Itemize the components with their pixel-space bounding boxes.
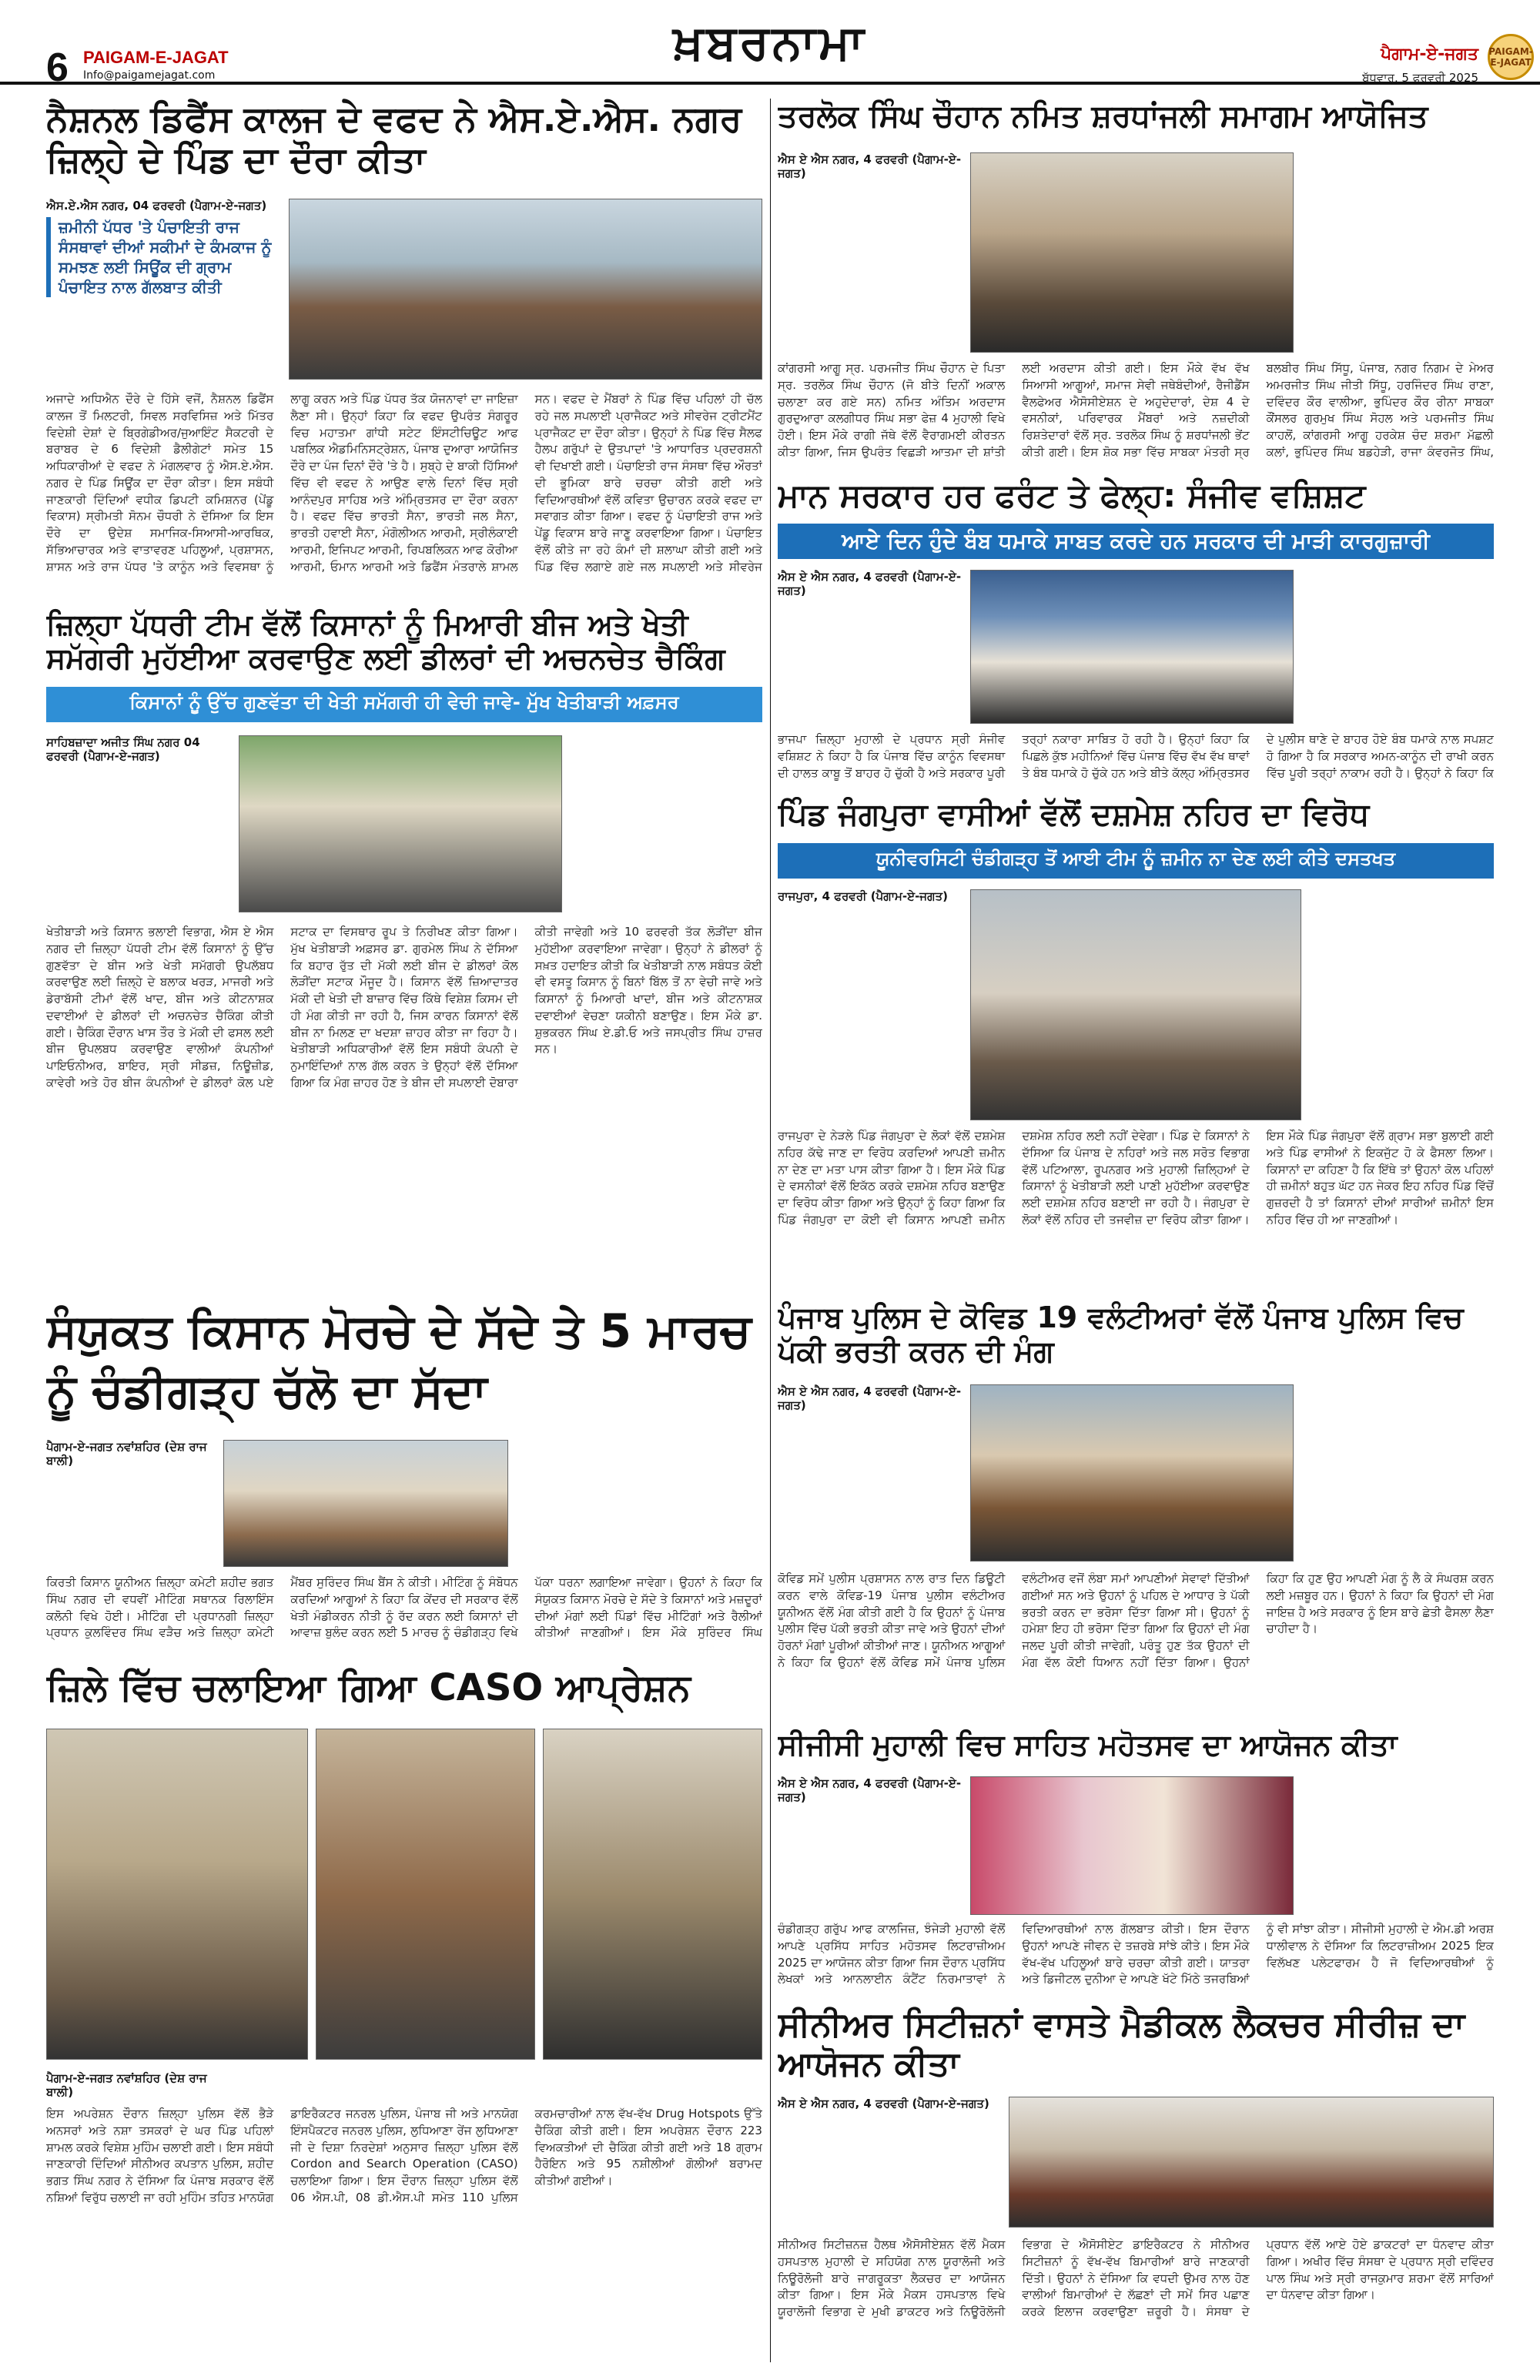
jangpura-kicker: ਯੂਨੀਵਰਸਿਟੀ ਚੰਡੀਗੜ੍ਹ ਤੋਂ ਆਈ ਟੀਮ ਨੂੰ ਜ਼ਮੀਨ ਨਾ ਦੇਣ ਲਈ ਕੀਤੇ ਦਸਤਖਤ [778,843,1494,879]
jangpura-body: ਰਾਜਪੁਰਾ ਦੇ ਨੇੜਲੇ ਪਿੰਡ ਜੰਗਪੁਰਾ ਦੇ ਲੋਕਾਂ ਵੱਲੋਂ ਦਸ਼ਮੇਸ਼ ਨਹਿਰ ਕੱਢੇ ਜਾਣ ਦਾ ਵਿਰੋਧ ਕਰਦਿਆਂ ਆਪਣੀ ਜ਼ਮੀਨ ਨਾ ਦੇਣ ਦਾ ਮਤਾ ਪਾਸ ਕੀਤਾ ਗਿਆ ਹੈ। ਇਸ ਮੌਕੇ ਪਿੰਡ ਦੇ ਵਸਨੀਕਾਂ ਵੱਲੋਂ ਇਕੱਠ ਕਰਕੇ ਦਸ਼ਮੇਸ਼ ਨਹਿਰ ਬਣਾਉਣ ਦਾ ਵਿਰੋਧ ਕੀਤਾ ਗਿਆ ਅਤੇ ਉਨ੍ਹਾਂ ਨੂੰ ਕਿਹਾ ਗਿਆ ਕਿ ਪਿੰਡ ਜੰਗਪੁਰਾ ਦਾ ਕੋਈ ਵੀ ਕਿਸਾਨ ਆਪਣੀ ਜ਼ਮੀਨ ਦਸ਼ਮੇਸ਼ ਨਹਿਰ ਲਈ ਨਹੀਂ ਦੇਵੇਗਾ। ਪਿੰਡ ਦੇ ਕਿਸਾਨਾਂ ਨੇ ਦੱਸਿਆ ਕਿ ਪੰਜਾਬ ਦੇ ਨਹਿਰਾਂ ਅਤੇ ਜਲ ਸਰੋਤ ਵਿਭਾਗ ਵੱਲੋਂ ਪਟਿਆਲਾ, ਰੂਪਨਗਰ ਅਤੇ ਮੁਹਾਲੀ ਜ਼ਿਲ੍ਹਿਆਂ ਦੇ ਕਿਸਾਨਾਂ ਨੂੰ ਖੇਤੀਬਾੜੀ ਲਈ ਪਾਣੀ ਮੁਹੱਈਆ ਕਰਵਾਉਣ ਲਈ ਦਸ਼ਮੇਸ਼ ਨਹਿਰ ਬਣਾਈ ਜਾ ਰਹੀ ਹੈ। ਜੰਗਪੁਰਾ ਦੇ ਲੋਕਾਂ ਵੱਲੋਂ ਨਹਿਰ ਦੀ ਤਜਵੀਜ਼ ਦਾ ਵਿਰੋਧ ਕੀਤਾ ਗਿਆ। ਇਸ ਮੌਕੇ ਪਿੰਡ ਜੰਗਪੁਰਾ ਵੱਲੋਂ ਗ੍ਰਾਮ ਸਭਾ ਬੁਲਾਈ ਗਈ ਅਤੇ ਪਿੰਡ ਵਾਸੀਆਂ ਨੇ ਇਕਜੁੱਟ ਹੋ ਕੇ ਫੈਸਲਾ ਲਿਆ। ਕਿਸਾਨਾਂ ਦਾ ਕਹਿਣਾ ਹੈ ਕਿ ਇੱਥੇ ਤਾਂ ਉਹਨਾਂ ਕੋਲ ਪਹਿਲਾਂ ਹੀ ਜ਼ਮੀਨਾਂ ਬਹੁਤ ਘੱਟ ਹਨ ਜੇਕਰ ਇਹ ਨਹਿਰ ਪਿੰਡ ਵਿੱਚੋਂ ਗੁਜ਼ਰਦੀ ਹੈ ਤਾਂ ਕਿਸਾਨਾਂ ਦੀਆਂ ਸਾਰੀਆਂ ਜ਼ਮੀਨਾਂ ਇਸ ਨਹਿਰ ਵਿੱਚ ਹੀ ਆ ਜਾਣਗੀਆਂ। [778,1129,1494,1227]
cgc-dateline: ਐਸ ਏ ਐਸ ਨਗਰ, 4 ਫਰਵਰੀ (ਪੈਗਾਮ-ਏ-ਜਗਤ) [778,1776,962,1804]
story-police [778,1301,1494,1717]
cgc-photo [970,1776,1294,1915]
nid-body: ਅਜਾਦੇ ਅਧਿਐਨ ਦੌਰੇ ਦੇ ਹਿੱਸੇ ਵਜੋਂ, ਨੈਸ਼ਨਲ ਡਿਫੈਂਸ ਕਾਲਜ ਤੋਂ ਮਿਲਟਰੀ, ਸਿਵਲ ਸਰਵਿਸਿਜ਼ ਅਤੇ ਮਿੱਤਰ ਵਿਦੇਸ਼ੀ ਦੇਸ਼ਾਂ ਦੇ ਬ੍ਰਿਗੇਡੀਅਰ/ਜੁਆਇੰਟ ਸੈਕਟਰੀ ਦੇ ਬਰਾਬਰ ਦੇ 6 ਵਿਦੇਸ਼ੀ ਡੈਲੀਗੇਟਾਂ ਸਮੇਤ 15 ਅਧਿਕਾਰੀਆਂ ਦੇ ਵਫਦ ਨੇ ਮੰਗਲਵਾਰ ਨੂੰ ਐਸ.ਏ.ਐਸ. ਨਗਰ ਦੇ ਪਿੰਡ ਸਿਊਂਕ ਦਾ ਦੌਰਾ ਕੀਤਾ। ਇਸ ਸਬੰਧੀ ਜਾਣਕਾਰੀ ਦਿੰਦਿਆਂ ਵਧੀਕ ਡਿਪਟੀ ਕਮਿਸ਼ਨਰ (ਪੇਂਡੂ ਵਿਕਾਸ) ਸ੍ਰੀਮਤੀ ਸੋਨਮ ਚੌਧਰੀ ਨੇ ਦੱਸਿਆ ਕਿ ਇਸ ਦੌਰੇ ਦਾ ਉਦੇਸ਼ ਸਮਾਜਿਕ-ਸਿਆਸੀ-ਆਰਥਿਕ, ਸੱਭਿਆਚਾਰਕ ਅਤੇ ਵਾਤਾਵਰਣ ਪਹਿਲੂਆਂ, ਪ੍ਰਸ਼ਾਸਨ, ਸ਼ਾਸਨ ਅਤੇ ਰਾਜ ਪੱਧਰ 'ਤੇ ਕਾਨੂੰਨ ਅਤੇ ਵਿਵਸਥਾ ਨੂੰ ਲਾਗੂ ਕਰਨ ਅਤੇ ਪਿੰਡ ਪੱਧਰ ਤੱਕ ਯੋਜਨਾਵਾਂ ਦਾ ਜਾਇਜ਼ਾ ਲੈਣਾ ਸੀ। ਉਨ੍ਹਾਂ ਕਿਹਾ ਕਿ ਵਫਦ ਉਪਰੰਤ ਸੰਗਰੂਰ ਵਿਚ ਮਹਾਤਮਾ ਗਾਂਧੀ ਸਟੇਟ ਇੰਸਟੀਚਿਊਟ ਆਫ ਪਬਲਿਕ ਐਡਮਿਨਿਸਟ੍ਰੇਸ਼ਨ, ਪੰਜਾਬ ਦੁਆਰਾ ਆਯੋਜਿਤ ਦੌਰੇ ਦਾ ਪੰਜ ਦਿਨਾਂ ਦੌਰੇ 'ਤੇ ਹੈ। ਸੁਬ੍ਹੇ ਦੇ ਬਾਕੀ ਹਿੱਸਿਆਂ ਵਿੱਚ ਵੀ ਵਫਦ ਨੇ ਆਉਣ ਵਾਲੇ ਦਿਨਾਂ ਵਿੱਚ ਸ੍ਰੀ ਆਨੰਦਪੁਰ ਸਾਹਿਬ ਅਤੇ ਅੰਮ੍ਰਿਤਸਰ ਦਾ ਦੌਰਾ ਕਰਨਾ ਹੈ। ਵਫਦ ਵਿੱਚ ਭਾਰਤੀ ਸੈਨਾ, ਭਾਰਤੀ ਜਲ ਸੈਨਾ, ਭਾਰਤੀ ਹਵਾਈ ਸੈਨਾ, ਮੰਗੋਲੀਅਨ ਆਰਮੀ, ਸ੍ਰੀਲੰਕਾਈ ਆਰਮੀ, ਇਜਿਪਟ ਆਰਮੀ, ਰਿਪਬਲਿਕਨ ਆਫ ਕੋਰੀਆ ਆਰਮੀ, ਓਮਾਨ ਆਰਮੀ ਅਤੇ ਡਿਫੈਂਸ ਮੰਤਰਾਲੇ ਸ਼ਾਮਲ ਸਨ। ਵਫਦ ਦੇ ਮੈਂਬਰਾਂ ਨੇ ਪਿੰਡ ਵਿੱਚ ਪਹਿਲਾਂ ਹੀ ਚੱਲ ਰਹੇ ਜਲ ਸਪਲਾਈ ਪ੍ਰਾਜੈਕਟ ਅਤੇ ਸੀਵਰੇਜ ਟ੍ਰੀਟਮੈਂਟ ਪ੍ਰਾਜੈਕਟ ਦਾ ਦੌਰਾ ਕੀਤਾ। ਉਨ੍ਹਾਂ ਨੇ ਪਿੰਡ ਵਿੱਚ ਸੈਲਫ ਹੈਲਪ ਗਰੁੱਪਾਂ ਦੇ ਉਤਪਾਦਾਂ 'ਤੇ ਆਧਾਰਿਤ ਪ੍ਰਦਰਸ਼ਨੀ ਵੀ ਦਿਖਾਈ ਗਈ। ਪੰਚਾਇਤੀ ਰਾਜ ਸੰਸਥਾ ਵਿੱਚ ਔਰਤਾਂ ਦੀ ਭੂਮਿਕਾ ਬਾਰੇ ਚਰਚਾ ਕੀਤੀ ਗਈ ਅਤੇ ਵਿਦਿਆਰਥੀਆਂ ਵੱਲੋਂ ਕਵਿਤਾ ਉਚਾਰਨ ਕਰਕੇ ਵਫਦ ਦਾ ਸਵਾਗਤ ਕੀਤਾ ਗਿਆ। ਵਫਦ ਨੂੰ ਪੰਚਾਇਤੀ ਰਾਜ ਅਤੇ ਪੇਂਡੂ ਵਿਕਾਸ ਬਾਰੇ ਜਾਣੂ ਕਰਵਾਇਆ ਗਿਆ। ਪੰਚਾਇਤ ਵੱਲੋਂ ਕੀਤੇ ਜਾ ਰਹੇ ਕੰਮਾਂ ਦੀ ਸ਼ਲਾਘਾ ਕੀਤੀ ਗਈ ਅਤੇ ਪਿੰਡ ਵਿੱਚ ਲਗਾਏ ਗਏ ਜਲ ਸਪਲਾਈ ਅਤੇ ਸੀਵਰੇਜ [46,392,762,574]
brand-name: PAIGAM-E-JAGAT [83,48,229,67]
nid-dateline: ਐਸ.ਏ.ਐਸ ਨਗਰ, 04 ਫਰਵਰੀ (ਪੈਗਾਮ-ਏ-ਜਗਤ) [46,199,267,213]
nid-headline: ਨੈਸ਼ਨਲ ਡਿਫੈਂਸ ਕਾਲਜ ਦੇ ਵਫਦ ਨੇ ਐਸ.ਏ.ਐਸ. ਨਗਰ ਜ਼ਿਲ੍ਹੇ ਦੇ ਪਿੰਡ ਦਾ ਦੌਰਾ ਕੀਤਾ [46,99,742,180]
jangpura-headline: ਪਿੰਡ ਜੰਗਪੁਰਾ ਵਾਸੀਆਂ ਵੱਲੋਂ ਦਸ਼ਮੇਸ਼ ਨਹਿਰ ਦਾ ਵਿਰੋਧ [778,797,1370,832]
logo-text: PAIGAM-E-JAGAT [1488,46,1533,68]
maan-photo [970,570,1294,724]
seeds-photo [239,735,562,912]
tarlok-body: ਕਾਂਗਰਸੀ ਆਗੂ ਸ੍ਰ. ਪਰਮਜੀਤ ਸਿੰਘ ਚੌਹਾਨ ਦੇ ਪਿਤਾ ਸ੍ਰ. ਤਰਲੋਕ ਸਿੰਘ ਚੌਹਾਨ (ਜੋ ਬੀਤੇ ਦਿਨੀਂ ਅਕਾਲ ਚਲਾਣਾ ਕਰ ਗਏ ਸਨ) ਨਮਿਤ ਅੰਤਿਮ ਅਰਦਾਸ ਗੁਰਦੁਆਰਾ ਕਲਗੀਧਰ ਸਿੰਘ ਸਭਾ ਫੇਜ਼ 4 ਮੁਹਾਲੀ ਵਿਖੇ ਹੋਈ। ਇਸ ਮੌਕੇ ਰਾਗੀ ਜੱਥੇ ਵੱਲੋਂ ਵੈਰਾਗਮਈ ਕੀਰਤਨ ਕੀਤਾ ਗਿਆ, ਜਿਸ ਉਪਰੰਤ ਵਿਛੜੀ ਆਤਮਾ ਦੀ ਸ਼ਾਂਤੀ ਲਈ ਅਰਦਾਸ ਕੀਤੀ ਗਈ। ਇਸ ਮੌਕੇ ਵੱਖ ਵੱਖ ਸਿਆਸੀ ਆਗੂਆਂ, ਸਮਾਜ ਸੇਵੀ ਜਥੇਬੰਦੀਆਂ, ਰੈਜੀਡੈਂਸ ਵੈਲਫੇਅਰ ਐਸੋਸੀਏਸ਼ਨ ਦੇ ਅਹੁਦੇਦਾਰਾਂ, ਦੇਸ਼ 4 ਦੇ ਵਸਨੀਕਾਂ, ਪਰਿਵਾਰਕ ਮੈਂਬਰਾਂ ਅਤੇ ਨਜ਼ਦੀਕੀ ਰਿਸ਼ਤੇਦਾਰਾਂ ਵੱਲੋਂ ਸ੍ਰ. ਤਰਲੋਕ ਸਿੰਘ ਨੂੰ ਸ਼ਰਧਾਂਜਲੀ ਭੇਂਟ ਕੀਤੀ ਗਈ। ਇਸ ਸ਼ੋਕ ਸਭਾ ਵਿੱਚ ਸਾਬਕਾ ਮੰਤਰੀ ਸ੍ਰ ਬਲਬੀਰ ਸਿੰਘ ਸਿੱਧੂ, ਪੰਜਾਬ, ਨਗਰ ਨਿਗਮ ਦੇ ਮੇਅਰ ਅਮਰਜੀਤ ਸਿੰਘ ਜੀਤੀ ਸਿੱਧੂ, ਹਰਜਿੰਦਰ ਸਿੰਘ ਰਾਣਾ, ਦਵਿੰਦਰ ਕੌਰ ਵਾਲੀਆ, ਭੁਪਿੰਦਰ ਕੌਰ ਰੀਨਾ ਸਾਬਕਾ ਕੌਂਸਲਰ ਗੁਰਮੁਖ ਸਿੰਘ ਸੋਹਲ ਅਤੇ ਪਰਮਜੀਤ ਸਿੰਘ ਕਾਹਲੋਂ, ਕਾਂਗਰਸੀ ਆਗੂ ਹਰਕੇਸ਼ ਚੰਦ ਸ਼ਰਮਾ ਮੱਛਲੀ ਕਲਾਂ, ਭੁਪਿੰਦਰ ਸਿੰਘ ਬਡਹੇੜੀ, ਰਾਜਾ ਕੰਵਰਜੋਤ ਸਿੰਘ, [778,361,1494,459]
caso-dateline: ਪੈਗਾਮ-ਏ-ਜਗਤ ਨਵਾਂਸ਼ਹਿਰ (ਦੇਸ਼ ਰਾਜ ਬਾਲੀ) [46,2071,207,2099]
senior-dateline: ਐਸ ਏ ਐਸ ਨਗਰ, 4 ਫਰਵਰੀ (ਪੈਗਾਮ-ਏ-ਜਗਤ) [778,2097,989,2111]
logo-icon [1488,34,1534,80]
morcha-headline: ਸੰਯੁਕਤ ਕਿਸਾਨ ਮੋਰਚੇ ਦੇ ਸੱਦੇ ਤੇ 5 ਮਾਰਚ ਨੂੰ ਚੰਡੀਗੜ੍ਹ ਚੱਲੋ ਦਾ ਸੱਦਾ [46,1304,752,1418]
morcha-dateline: ਪੈਗਾਮ-ਏ-ਜਗਤ ਨਵਾਂਸ਼ਹਿਰ (ਦੇਸ਼ ਰਾਜ ਬਾਲੀ) [46,1440,207,1468]
senior-headline: ਸੀਨੀਅਰ ਸਿਟੀਜ਼ਨਾਂ ਵਾਸਤੇ ਮੈਡੀਕਲ ਲੈਕਚਰ ਸੀਰੀਜ਼ ਦਾ ਆਯੋਜਨ ਕੀਤਾ [778,2006,1465,2084]
tarlok-dateline: ਐਸ ਏ ਐਸ ਨਗਰ, 4 ਫਰਵਰੀ (ਪੈਗਾਮ-ਏ-ਜਗਤ) [778,152,962,180]
cgc-headline: ਸੀਜੀਸੀ ਮੁਹਾਲੀ ਵਿਚ ਸਾਹਿਤ ਮਹੋਤਸਵ ਦਾ ਆਯੋਜਨ ਕੀਤਾ [778,1729,1398,1762]
senior-body: ਸੀਨੀਅਰ ਸਿਟੀਜ਼ਨਜ਼ ਹੈਲਥ ਐਸੋਸੀਏਸ਼ਨ ਵੱਲੋਂ ਮੈਕਸ ਹਸਪਤਾਲ ਮੁਹਾਲੀ ਦੇ ਸਹਿਯੋਗ ਨਾਲ ਯੂਰਾਲੋਜੀ ਅਤੇ ਨਿਊਰੋਲੋਜੀ ਬਾਰੇ ਜਾਗਰੂਕਤਾ ਲੈਕਚਰ ਦਾ ਆਯੋਜਨ ਕੀਤਾ ਗਿਆ। ਇਸ ਮੌਕੇ ਮੈਕਸ ਹਸਪਤਾਲ ਵਿਖੇ ਯੂਰਾਲੋਜੀ ਵਿਭਾਗ ਦੇ ਮੁਖੀ ਡਾਕਟਰ ਅਤੇ ਨਿਊਰੋਲੋਜੀ ਵਿਭਾਗ ਦੇ ਐਸੋਸੀਏਟ ਡਾਇਰੈਕਟਰ ਨੇ ਸੀਨੀਅਰ ਸਿਟੀਜ਼ਨਾਂ ਨੂੰ ਵੱਖ-ਵੱਖ ਬਿਮਾਰੀਆਂ ਬਾਰੇ ਜਾਣਕਾਰੀ ਦਿੱਤੀ। ਉਹਨਾਂ ਨੇ ਦੱਸਿਆ ਕਿ ਵਧਦੀ ਉਮਰ ਨਾਲ ਹੋਣ ਵਾਲੀਆਂ ਬਿਮਾਰੀਆਂ ਦੇ ਲੱਛਣਾਂ ਦੀ ਸਮੇਂ ਸਿਰ ਪਛਾਣ ਕਰਕੇ ਇਲਾਜ ਕਰਵਾਉਣਾ ਜ਼ਰੂਰੀ ਹੈ। ਸੰਸਥਾ ਦੇ ਪ੍ਰਧਾਨ ਵੱਲੋਂ ਆਏ ਹੋਏ ਡਾਕਟਰਾਂ ਦਾ ਧੰਨਵਾਦ ਕੀਤਾ ਗਿਆ। ਅਖੀਰ ਵਿੱਚ ਸੰਸਥਾ ਦੇ ਪ੍ਰਧਾਨ ਸ੍ਰੀ ਦਵਿੰਦਰ ਪਾਲ ਸਿੰਘ ਅਤੇ ਸ੍ਰੀ ਰਾਜਕੁਮਾਰ ਸ਼ਰਮਾ ਵੱਲੋਂ ਸਾਰਿਆਂ ਦਾ ਧੰਨਵਾਦ ਕੀਤਾ ਗਿਆ। [778,2238,1494,2318]
police-photo [970,1384,1294,1562]
column-divider [770,99,771,2362]
story-caso [46,1667,762,2337]
caso-headline: ਜ਼ਿਲੇ ਵਿੱਚ ਚਲਾਇਆ ਗਿਆ CASO ਆਪ੍ਰੇਸ਼ਨ [46,1667,691,1709]
maan-kicker: ਆਏ ਦਿਨ ਹੁੰਦੇ ਬੰਬ ਧਮਾਕੇ ਸਾਬਤ ਕਰਦੇ ਹਨ ਸਰਕਾਰ ਦੀ ਮਾੜੀ ਕਾਰਗੁਜ਼ਾਰੀ [778,524,1494,559]
police-dateline: ਐਸ ਏ ਐਸ ਨਗਰ, 4 ਫਰਵਰੀ (ਪੈਗਾਮ-ਏ-ਜਗਤ) [778,1384,962,1412]
tarlok-headline: ਤਰਲੋਕ ਸਿੰਘ ਚੌਹਾਨ ਨਮਿਤ ਸ਼ਰਧਾਂਜਲੀ ਸਮਾਗਮ ਆਯੋਜਿਤ [778,99,1428,134]
caso-photo-1 [46,1729,308,2060]
senior-photo [1009,2097,1494,2228]
story-seeds [46,608,762,1286]
brand-right: ਪੈਗਾਮ-ਏ-ਜਗਤ [1381,45,1478,64]
police-body: ਕੋਵਿਡ ਸਮੇਂ ਪੁਲੀਸ ਪ੍ਰਸ਼ਾਸਨ ਨਾਲ ਰਾਤ ਦਿਨ ਡਿਊਟੀ ਕਰਨ ਵਾਲੇ ਕੋਵਿਡ-19 ਪੰਜਾਬ ਪੁਲੀਸ ਵਲੰਟੀਅਰ ਯੂਨੀਅਨ ਵੱਲੋਂ ਮੰਗ ਕੀਤੀ ਗਈ ਹੈ ਕਿ ਉਹਨਾਂ ਨੂੰ ਪੰਜਾਬ ਪੁਲੀਸ ਵਿੱਚ ਪੱਕੀ ਭਰਤੀ ਕੀਤਾ ਜਾਵੇ ਅਤੇ ਉਹਨਾਂ ਦੀਆਂ ਹੋਰਨਾਂ ਮੰਗਾਂ ਪੂਰੀਆਂ ਕੀਤੀਆਂ ਜਾਣ। ਯੂਨੀਅਨ ਆਗੂਆਂ ਨੇ ਕਿਹਾ ਕਿ ਉਹਨਾਂ ਵੱਲੋਂ ਕੋਵਿਡ ਸਮੇਂ ਪੰਜਾਬ ਪੁਲਿਸ ਵਲੰਟੀਅਰ ਵਜੋਂ ਲੰਬਾ ਸਮਾਂ ਆਪਣੀਆਂ ਸੇਵਾਵਾਂ ਦਿੱਤੀਆਂ ਗਈਆਂ ਸਨ ਅਤੇ ਉਹਨਾਂ ਨੂੰ ਪਹਿਲ ਦੇ ਆਧਾਰ ਤੇ ਪੱਕੀ ਭਰਤੀ ਕਰਨ ਦਾ ਭਰੋਸਾ ਦਿੱਤਾ ਗਿਆ ਸੀ। ਉਹਨਾਂ ਨੂੰ ਹਮੇਸ਼ਾ ਇਹ ਹੀ ਭਰੋਸਾ ਦਿੱਤਾ ਗਿਆ ਕਿ ਉਹਨਾਂ ਦੀ ਮੰਗ ਜਲਦ ਪੂਰੀ ਕੀਤੀ ਜਾਵੇਗੀ, ਪਰੰਤੂ ਹੁਣ ਤੱਕ ਉਹਨਾਂ ਦੀ ਮੰਗ ਵੱਲ ਕੋਈ ਧਿਆਨ ਨਹੀਂ ਦਿੱਤਾ ਗਿਆ। ਉਹਨਾਂ ਕਿਹਾ ਕਿ ਹੁਣ ਉਹ ਆਪਣੀ ਮੰਗ ਨੂੰ ਲੈ ਕੇ ਸੰਘਰਸ਼ ਕਰਨ ਲਈ ਮਜ਼ਬੂਰ ਹਨ। ਉਹਨਾਂ ਨੇ ਕਿਹਾ ਕਿ ਉਹਨਾਂ ਦੀ ਮੰਗ ਜਾਇਜ਼ ਹੈ ਅਤੇ ਸਰਕਾਰ ਨੂੰ ਇਸ ਬਾਰੇ ਛੇਤੀ ਫੈਸਲਾ ਲੈਣਾ ਚਾਹੀਦਾ ਹੈ। [778,1572,1494,1669]
story-jangpura [778,797,1494,1290]
seeds-kicker: ਕਿਸਾਨਾਂ ਨੂੰ ਉੱਚ ਗੁਣਵੱਤਾ ਦੀ ਖੇਤੀ ਸਮੱਗਰੀ ਹੀ ਵੇਚੀ ਜਾਵੇ- ਮੁੱਖ ਖੇਤੀਬਾੜੀ ਅਫ਼ਸਰ [46,687,762,722]
tarlok-photo [970,152,1294,353]
nid-pullquote: ਜ਼ਮੀਨੀ ਪੱਧਰ 'ਤੇ ਪੰਚਾਇਤੀ ਰਾਜ ਸੰਸਥਾਵਾਂ ਦੀਆਂ ਸਕੀਮਾਂ ਦੇ ਕੰਮਕਾਜ ਨੂੰ ਸਮਝਣ ਲਈ ਸਿਊਂਕ ਦੀ ਗ੍ਰਾਮ ਪੰਚਾਇਤ ਨਾਲ ਗੱਲਬਾਤ ਕੀਤੀ [46,217,277,297]
caso-body: ਇਸ ਅਪਰੇਸ਼ਨ ਦੌਰਾਨ ਜ਼ਿਲ੍ਹਾ ਪੁਲਿਸ ਵੱਲੋਂ ਭੈੜੇ ਅਨਸਰਾਂ ਅਤੇ ਨਸ਼ਾ ਤਸਕਰਾਂ ਦੇ ਘਰ ਪਿੰਡ ਪਹਿਲਾਂ ਸ਼ਾਮਲ ਕਰਕੇ ਵਿਸ਼ੇਸ਼ ਮੁਹਿੰਮ ਚਲਾਈ ਗਈ। ਇਸ ਸਬੰਧੀ ਜਾਣਕਾਰੀ ਦਿੰਦਿਆਂ ਸੀਨੀਅਰ ਕਪਤਾਨ ਪੁਲਿਸ, ਸ਼ਹੀਦ ਭਗਤ ਸਿੰਘ ਨਗਰ ਨੇ ਦੱਸਿਆ ਕਿ ਪੰਜਾਬ ਸਰਕਾਰ ਵੱਲੋਂ ਨਸ਼ਿਆਂ ਵਿਰੁੱਧ ਚਲਾਈ ਜਾ ਰਹੀ ਮੁਹਿੰਮ ਤਹਿਤ ਮਾਨਯੋਗ ਡਾਇਰੈਕਟਰ ਜਨਰਲ ਪੁਲਿਸ, ਪੰਜਾਬ ਜੀ ਅਤੇ ਮਾਨਯੋਗ ਇੰਸਪੈਕਟਰ ਜਨਰਲ ਪੁਲਿਸ, ਲੁਧਿਆਣਾ ਰੇਂਜ ਲੁਧਿਆਣਾ ਜੀ ਦੇ ਦਿਸ਼ਾ ਨਿਰਦੇਸ਼ਾਂ ਅਨੁਸਾਰ ਜ਼ਿਲ੍ਹਾ ਪੁਲਿਸ ਵੱਲੋਂ Cordon and Search Operation (CASO) ਚਲਾਇਆ ਗਿਆ। ਇਸ ਦੌਰਾਨ ਜ਼ਿਲ੍ਹਾ ਪੁਲਿਸ ਵੱਲੋਂ 06 ਐਸ.ਪੀ, 08 ਡੀ.ਐਸ.ਪੀ ਸਮੇਤ 110 ਪੁਲਿਸ ਕਰਮਚਾਰੀਆਂ ਨਾਲ ਵੱਖ-ਵੱਖ Drug Hotspots ਉੱਤੇ ਚੈਕਿੰਗ ਕੀਤੀ ਗਈ। ਇਸ ਅਪਰੇਸ਼ਨ ਦੌਰਾਨ 223 ਵਿਅਕਤੀਆਂ ਦੀ ਚੈਕਿੰਗ ਕੀਤੀ ਗਈ ਅਤੇ 18 ਗ੍ਰਾਮ ਹੈਰੋਇਨ ਅਤੇ 95 ਨਸ਼ੀਲੀਆਂ ਗੋਲੀਆਂ ਬਰਾਮਦ ਕੀਤੀਆਂ ਗਈਆਂ। [46,2107,762,2204]
maan-body: ਭਾਜਪਾ ਜ਼ਿਲ੍ਹਾ ਮੁਹਾਲੀ ਦੇ ਪ੍ਰਧਾਨ ਸ੍ਰੀ ਸੰਜੀਵ ਵਸ਼ਿਸ਼ਟ ਨੇ ਕਿਹਾ ਹੈ ਕਿ ਪੰਜਾਬ ਵਿੱਚ ਕਾਨੂੰਨ ਵਿਵਸਥਾ ਦੀ ਹਾਲਤ ਕਾਬੂ ਤੋਂ ਬਾਹਰ ਹੋ ਚੁੱਕੀ ਹੈ ਅਤੇ ਸਰਕਾਰ ਪੂਰੀ ਤਰ੍ਹਾਂ ਨਕਾਰਾ ਸਾਬਿਤ ਹੋ ਰਹੀ ਹੈ। ਉਨ੍ਹਾਂ ਕਿਹਾ ਕਿ ਪਿਛਲੇ ਕੁੱਝ ਮਹੀਨਿਆਂ ਵਿੱਚ ਪੰਜਾਬ ਵਿੱਚ ਵੱਖ ਵੱਖ ਥਾਵਾਂ ਤੇ ਬੰਬ ਧਮਾਕੇ ਹੋ ਚੁੱਕੇ ਹਨ ਅਤੇ ਬੀਤੇ ਕੱਲ੍ਹ ਅੰਮ੍ਰਿਤਸਰ ਦੇ ਪੁਲੀਸ ਥਾਣੇ ਦੇ ਬਾਹਰ ਹੋਏ ਬੰਬ ਧਮਾਕੇ ਨਾਲ ਸਪਸ਼ਟ ਹੋ ਗਿਆ ਹੈ ਕਿ ਸਰਕਾਰ ਅਮਨ-ਕਾਨੂੰਨ ਦੀ ਰਾਖੀ ਕਰਨ ਵਿੱਚ ਪੂਰੀ ਤਰ੍ਹਾਂ ਨਾਕਾਮ ਰਹੀ ਹੈ। ਉਨ੍ਹਾਂ ਨੇ ਕਿਹਾ ਕਿ [778,732,1494,780]
issue-date: ਬੁੱਧਵਾਰ, 5 ਫਰਵਰੀ 2025 [1362,71,1478,85]
morcha-photo [223,1440,508,1567]
nid-photo [289,199,762,380]
police-headline: ਪੰਜਾਬ ਪੁਲਿਸ ਦੇ ਕੋਵਿਡ 19 ਵਲੰਟੀਅਰਾਂ ਵੱਲੋਂ ਪੰਜਾਬ ਪੁਲਿਸ ਵਿਚ ਪੱਕੀ ਭਰਤੀ ਕਰਨ ਦੀ ਮੰਗ [778,1301,1464,1368]
jangpura-photo [970,889,1301,1120]
contact-email[interactable]: Info@paigamejagat.com [83,69,216,82]
cgc-body: ਚੰਡੀਗੜ੍ਹ ਗਰੁੱਪ ਆਫ ਕਾਲਜਿਜ਼, ਝੰਜੇੜੀ ਮੁਹਾਲੀ ਵੱਲੋਂ ਆਪਣੇ ਪ੍ਰਸਿੱਧ ਸਾਹਿਤ ਮਹੋਤਸਵ ਲਿਟਰਾਜ਼ੀਅਮ 2025 ਦਾ ਆਯੋਜਨ ਕੀਤਾ ਗਿਆ ਜਿਸ ਦੌਰਾਨ ਪ੍ਰਸਿੱਧ ਲੇਖਕਾਂ ਅਤੇ ਆਨਲਾਈਨ ਕੰਟੈਂਟ ਨਿਰਮਾਤਾਵਾਂ ਨੇ ਵਿਦਿਆਰਥੀਆਂ ਨਾਲ ਗੱਲਬਾਤ ਕੀਤੀ। ਇਸ ਦੌਰਾਨ ਉਹਨਾਂ ਆਪਣੇ ਜੀਵਨ ਦੇ ਤਜ਼ਰਬੇ ਸਾਂਝੇ ਕੀਤੇ। ਇਸ ਮੌਕੇ ਵੱਖ-ਵੱਖ ਪਹਿਲੂਆਂ ਬਾਰੇ ਚਰਚਾ ਕੀਤੀ ਗਈ। ਯਾਤਰਾ ਅਤੇ ਡਿਜੀਟਲ ਦੁਨੀਆ ਦੇ ਆਪਣੇ ਖੱਟੇ ਮਿੱਠੇ ਤਜਰਬਿਆਂ ਨੂੰ ਵੀ ਸਾਂਝਾ ਕੀਤਾ। ਸੀਜੀਸੀ ਮੁਹਾਲੀ ਦੇ ਐਮ.ਡੀ ਅਰਸ਼ ਧਾਲੀਵਾਲ ਨੇ ਦੱਸਿਆ ਕਿ ਲਿਟਰਾਜ਼ੀਅਮ 2025 ਇਕ ਵਿਲੱਖਣ ਪਲੇਟਫਾਰਮ ਹੈ ਜੋ ਵਿਦਿਆਰਥੀਆਂ ਨੂੰ [778,1922,1494,1987]
caso-photo-3 [543,1729,762,2060]
story-nid [46,99,762,591]
story-morcha [46,1301,762,1655]
morcha-body: ਕਿਰਤੀ ਕਿਸਾਨ ਯੂਨੀਅਨ ਜ਼ਿਲ੍ਹਾ ਕਮੇਟੀ ਸ਼ਹੀਦ ਭਗਤ ਸਿੰਘ ਨਗਰ ਦੀ ਵਧਵੀਂ ਮੀਟਿੰਗ ਸਥਾਨਕ ਰਿਲਾਇੰਸ ਕਲੋਨੀ ਵਿਖੇ ਹੋਈ। ਮੀਟਿੰਗ ਦੀ ਪ੍ਰਧਾਨਗੀ ਜ਼ਿਲ੍ਹਾ ਪ੍ਰਧਾਨ ਕੁਲਵਿੰਦਰ ਸਿੰਘ ਵੜੈਚ ਅਤੇ ਜ਼ਿਲ੍ਹਾ ਕਮੇਟੀ ਮੈਂਬਰ ਸੁਰਿੰਦਰ ਸਿੰਘ ਬੈਂਸ ਨੇ ਕੀਤੀ। ਮੀਟਿੰਗ ਨੂੰ ਸੰਬੋਧਨ ਕਰਦਿਆਂ ਆਗੂਆਂ ਨੇ ਕਿਹਾ ਕਿ ਕੇਂਦਰ ਦੀ ਸਰਕਾਰ ਵੱਲੋਂ ਖੇਤੀ ਮੰਡੀਕਰਨ ਨੀਤੀ ਨੂੰ ਰੱਦ ਕਰਨ ਲਈ ਕਿਸਾਨਾਂ ਦੀ ਆਵਾਜ਼ ਬੁਲੰਦ ਕਰਨ ਲਈ 5 ਮਾਰਚ ਨੂੰ ਚੰਡੀਗੜ੍ਹ ਵਿਖੇ ਪੱਕਾ ਧਰਨਾ ਲਗਾਇਆ ਜਾਵੇਗਾ। ਉਹਨਾਂ ਨੇ ਕਿਹਾ ਕਿ ਸੰਯੁਕਤ ਕਿਸਾਨ ਮੋਰਚੇ ਦੇ ਸੱਦੇ ਤੇ ਕਿਸਾਨਾਂ ਅਤੇ ਮਜ਼ਦੂਰਾਂ ਦੀਆਂ ਮੰਗਾਂ ਲਈ ਪਿੰਡਾਂ ਵਿੱਚ ਮੀਟਿੰਗਾਂ ਅਤੇ ਰੈਲੀਆਂ ਕੀਤੀਆਂ ਜਾਣਗੀਆਂ। ਇਸ ਮੌਕੇ ਸੁਰਿੰਦਰ ਸਿੰਘ [46,1575,762,1640]
maan-headline: ਮਾਨ ਸਰਕਾਰ ਹਰ ਫਰੰਟ ਤੇ ਫੇਲ੍ਹ: ਸੰਜੀਵ ਵਸ਼ਿਸ਼ਟ [778,477,1366,514]
seeds-headline: ਜ਼ਿਲ੍ਹਾ ਪੱਧਰੀ ਟੀਮ ਵੱਲੋਂ ਕਿਸਾਨਾਂ ਨੂੰ ਮਿਆਰੀ ਬੀਜ ਅਤੇ ਖੇਤੀ ਸਮੱਗਰੀ ਮੁਹੱਈਆ ਕਰਵਾਉਣ ਲਈ ਡੀਲਰਾਂ ਦੀ ਅਚਨਚੇਤ ਚੈਕਿੰਗ [46,608,725,675]
story-senior [778,2006,1494,2368]
story-tarlok [778,99,1494,468]
caso-photo-2 [316,1729,535,2060]
page-header [0,0,1540,90]
seeds-body: ਖੇਤੀਬਾੜੀ ਅਤੇ ਕਿਸਾਨ ਭਲਾਈ ਵਿਭਾਗ, ਐਸ ਏ ਐਸ ਨਗਰ ਦੀ ਜ਼ਿਲ੍ਹਾ ਪੱਧਰੀ ਟੀਮ ਵੱਲੋਂ ਕਿਸਾਨਾਂ ਨੂੰ ਉੱਚ ਗੁਣਵੱਤਾ ਦੇ ਬੀਜ ਅਤੇ ਖੇਤੀ ਸਮੱਗਰੀ ਉਪਲੱਬਧ ਕਰਵਾਉਣ ਲਈ ਜ਼ਿਲ੍ਹੇ ਦੇ ਬਲਾਕ ਖਰੜ, ਮਾਜਰੀ ਅਤੇ ਡੇਰਾਬੱਸੀ ਟੀਮਾਂ ਵੱਲੋਂ ਖਾਦ, ਬੀਜ ਅਤੇ ਕੀਟਨਾਸ਼ਕ ਦਵਾਈਆਂ ਦੇ ਡੀਲਰਾਂ ਦੀ ਅਚਨਚੇਤ ਚੈਕਿੰਗ ਕੀਤੀ ਗਈ। ਚੈਕਿੰਗ ਦੌਰਾਨ ਖਾਸ ਤੌਰ ਤੇ ਮੱਕੀ ਦੀ ਫਸਲ ਲਈ ਬੀਜ ਉਪਲਬਧ ਕਰਵਾਉਣ ਵਾਲੀਆਂ ਕੰਪਨੀਆਂ ਪਾਇਓਨੀਅਰ, ਬਾਇਰ, ਸ੍ਰੀ ਸੀਡਜ਼, ਨਿਊਜ਼ੀਡ, ਕਾਵੇਰੀ ਅਤੇ ਹੋਰ ਬੀਜ ਕੰਪਨੀਆਂ ਦੇ ਡੀਲਰਾਂ ਕੋਲ ਪਏ ਸਟਾਕ ਦਾ ਵਿਸਥਾਰ ਰੂਪ ਤੇ ਨਿਰੀਖਣ ਕੀਤਾ ਗਿਆ। ਮੁੱਖ ਖੇਤੀਬਾੜੀ ਅਫ਼ਸਰ ਡਾ. ਗੁਰਮੇਲ ਸਿੰਘ ਨੇ ਦੱਸਿਆ ਕਿ ਬਹਾਰ ਰੁੱਤ ਦੀ ਮੱਕੀ ਲਈ ਬੀਜ ਦੇ ਡੀਲਰਾਂ ਕੋਲ ਲੋੜੀਂਦਾ ਸਟਾਕ ਮੌਜੂਦ ਹੈ। ਕਿਸਾਨ ਵੱਲੋਂ ਜ਼ਿਆਦਾਤਰ ਮੱਕੀ ਦੀ ਖੇਤੀ ਦੀ ਬਾਜ਼ਾਰ ਵਿੱਚ ਕਿੱਥੇ ਵਿਸ਼ੇਸ਼ ਕਿਸਮ ਦੀ ਹੀ ਮੰਗ ਕੀਤੀ ਜਾ ਰਹੀ ਹੈ, ਜਿਸ ਕਾਰਨ ਕਿਸਾਨਾਂ ਵੱਲੋਂ ਬੀਜ ਨਾ ਮਿਲਣ ਦਾ ਖਦਸ਼ਾ ਜ਼ਾਹਰ ਕੀਤਾ ਜਾ ਰਿਹਾ ਹੈ। ਖੇਤੀਬਾੜੀ ਅਧਿਕਾਰੀਆਂ ਵੱਲੋਂ ਇਸ ਸਬੰਧੀ ਕੰਪਨੀ ਦੇ ਨੁਮਾਇੰਦਿਆਂ ਨਾਲ ਗੱਲ ਕਰਨ ਤੇ ਉਨ੍ਹਾਂ ਵੱਲੋਂ ਦੱਸਿਆ ਗਿਆ ਕਿ ਮੰਗ ਜ਼ਾਹਰ ਹੋਣ ਤੇ ਬੀਜ ਦੀ ਸਪਲਾਈ ਦੋਬਾਰਾ ਕੀਤੀ ਜਾਵੇਗੀ ਅਤੇ 10 ਫਰਵਰੀ ਤੱਕ ਲੋੜੀਂਦਾ ਬੀਜ ਮੁਹੱਈਆ ਕਰਵਾਇਆ ਜਾਵੇਗਾ। ਉਨ੍ਹਾਂ ਨੇ ਡੀਲਰਾਂ ਨੂੰ ਸਖ਼ਤ ਹਦਾਇਤ ਕੀਤੀ ਕਿ ਖੇਤੀਬਾੜੀ ਨਾਲ ਸਬੰਧਤ ਕੋਈ ਵੀ ਵਸਤੂ ਕਿਸਾਨ ਨੂੰ ਬਿਨਾਂ ਬਿੱਲ ਤੋਂ ਨਾ ਵੇਚੀ ਜਾਵੇ ਅਤੇ ਕਿਸਾਨਾਂ ਨੂੰ ਮਿਆਰੀ ਖਾਦਾਂ, ਬੀਜ ਅਤੇ ਕੀਟਨਾਸ਼ਕ ਦਵਾਈਆਂ ਵੇਚਣਾ ਯਕੀਨੀ ਬਣਾਉਣ। ਇਸ ਮੌਕੇ ਡਾ. ਸ਼ੁਭਕਰਨ ਸਿੰਘ ਏ.ਡੀ.ਓ ਅਤੇ ਜਸਪ੍ਰੀਤ ਸਿੰਘ ਹਾਜ਼ਰ ਸਨ। [46,925,762,1090]
page-number: 6 [46,45,69,90]
jangpura-dateline: ਰਾਜਪੁਰਾ, 4 ਫਰਵਰੀ (ਪੈਗਾਮ-ਏ-ਜਗਤ) [778,889,948,903]
story-cgc [778,1729,1494,1998]
seeds-dateline: ਸਾਹਿਬਜ਼ਾਦਾ ਅਜੀਤ ਸਿੰਘ ਨਗਰ 04 ਫਰਵਰੀ (ਪੈਗਾਮ-ਏ-ਜਗਤ) [46,735,200,763]
maan-dateline: ਐਸ ਏ ਐਸ ਨਗਰ, 4 ਫਰਵਰੀ (ਪੈਗਾਮ-ਏ-ਜਗਤ) [778,570,962,598]
section-title: ਖ਼ਬਰਨਾਮਾ [673,14,867,70]
story-maan [778,477,1494,785]
